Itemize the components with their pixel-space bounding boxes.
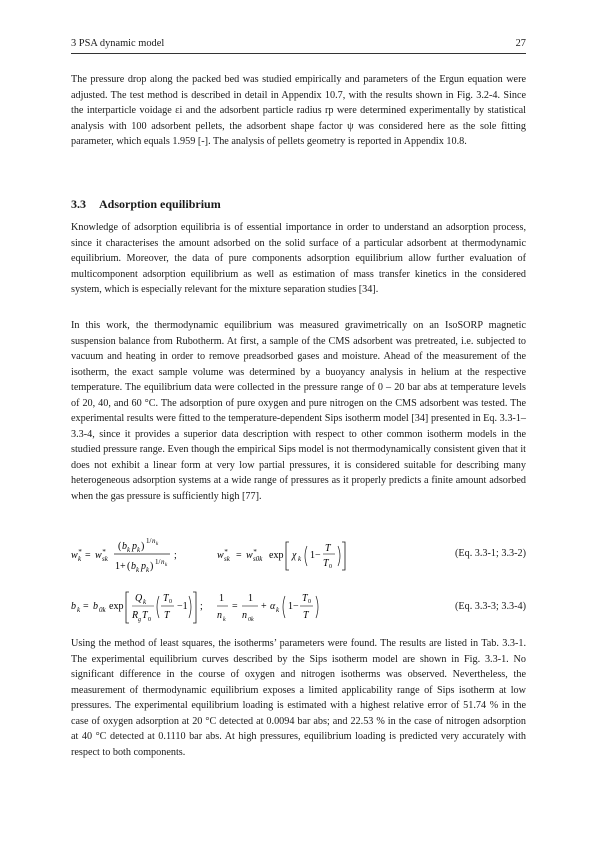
svg-text:1−: 1−: [310, 550, 321, 561]
svg-text:−1: −1: [177, 601, 188, 612]
svg-text:0k: 0k: [99, 606, 106, 614]
svg-text:*: *: [78, 548, 82, 556]
svg-text:1+: 1+: [115, 561, 126, 572]
svg-text:R: R: [132, 610, 139, 621]
svg-text:1/: 1/: [146, 537, 152, 545]
svg-text:T: T: [323, 558, 329, 569]
svg-text:exp: exp: [109, 601, 124, 612]
svg-text:;: ;: [174, 550, 177, 561]
svg-text:n: n: [152, 537, 156, 545]
svg-text:0: 0: [308, 599, 311, 605]
svg-text:=: =: [85, 550, 91, 561]
paragraph-1: Knowledge of adsorption equilibria is of essential importance in order to understand an adsorption process, since it characterises the amount adsorbed on the solid surface of a particular adsorbent at thermodynamic equilibrium. Moreover, the data of pure components adsorption equilibrium allow further evaluation of multicomponent adsorption equilibrium as well as estimation of mass transfer kinetics in the considered system, which is especially relevant for the mixture separation studies [34].: [71, 222, 526, 295]
svg-text:b: b: [122, 541, 127, 552]
svg-text:+: +: [261, 601, 267, 612]
intro-paragraph: The pressure drop along the packed bed was studied empirically and parameters of the Ergun equation were adjusted. The test method is described in detail in Appendix 10.7, with the results shown in Fig. 3.2-4. Since the interparticle voidage εi and the adsorbent particle radius rp were determined experimentally by statistical analysis with 100 adsorbent pellets, the adsorbent shape factor ψ was considered here as the sole fitting parameter, which equals 1.959 [-]. The analysis of pellets geometry is reported in Appendix 10.8.: [71, 74, 526, 147]
svg-text:k: k: [156, 542, 159, 547]
svg-text:k: k: [136, 566, 140, 574]
svg-text:g: g: [138, 617, 141, 623]
equation-sips-isotherm: [71, 534, 451, 580]
svg-text:k: k: [223, 617, 226, 623]
svg-text:k: k: [137, 546, 141, 554]
svg-text:n: n: [242, 610, 247, 621]
svg-text:): ): [141, 541, 145, 552]
svg-text:k: k: [165, 563, 168, 568]
svg-text:(: (: [118, 541, 122, 552]
svg-text:T: T: [303, 610, 309, 621]
svg-text:*: *: [102, 548, 106, 556]
svg-text:0: 0: [169, 599, 172, 605]
svg-text:p: p: [132, 541, 137, 552]
equation-row-2: [71, 585, 526, 631]
svg-text:w: w: [246, 550, 253, 561]
equation-row-1: [71, 534, 526, 580]
svg-text:w: w: [217, 550, 224, 561]
svg-text:0: 0: [329, 564, 332, 570]
svg-text:T: T: [142, 610, 148, 621]
svg-text:s0k: s0k: [253, 555, 263, 563]
svg-text:n: n: [217, 610, 222, 621]
running-header: [71, 38, 526, 49]
svg-text:T: T: [302, 593, 308, 604]
svg-text:k: k: [146, 566, 150, 574]
svg-text:T: T: [325, 543, 331, 554]
svg-text:p: p: [141, 561, 146, 572]
svg-text:k: k: [276, 606, 280, 614]
svg-text:*: *: [253, 548, 257, 556]
paragraph-3: Using the method of least squares, the isotherms’ parameters were found. The results are listed in Tab. 3.3-1. The experimental equilibrium curves described by the Sips isotherm model are shown in Fig. 3.3-1. No significant difference in the course of oxygen and nitrogen isotherms was observed. Nevertheless, the measurement of thermodynamic equilibrium exposes a limited applicability range of Sips isotherm at low pressures. The experimental equilibrium loading is estimated with a highest relative error of 51.74 % in the case of oxygen adsorption at 20 °C detected at 0.0094 bar abs; and 22.53 % in the case of nitrogen adsorption at 40 °C detected at 0.1110 bar abs. At high pressures, equilibrium loading is predicted very accurately with respect to both components.: [71, 638, 526, 758]
svg-text:*: *: [224, 548, 228, 556]
svg-text:k: k: [127, 546, 131, 554]
svg-text:=: =: [83, 601, 89, 612]
svg-text:=: =: [232, 601, 238, 612]
svg-text:w: w: [95, 550, 102, 561]
svg-text:Q: Q: [135, 593, 143, 604]
svg-text:k: k: [298, 555, 302, 563]
section-title: Adsorption equilibrium: [99, 197, 221, 211]
svg-text:b: b: [71, 601, 76, 612]
svg-text:): ): [150, 561, 154, 572]
svg-text:0: 0: [148, 617, 151, 623]
svg-text:n: n: [161, 558, 165, 566]
svg-text:1−: 1−: [288, 601, 299, 612]
svg-text:k: k: [77, 606, 81, 614]
equation-label-2: (Eq. 3.3-3; 3.3-4): [454, 601, 526, 612]
equation-temperature-dependence: [71, 585, 451, 631]
svg-text:1: 1: [248, 593, 253, 604]
svg-text:=: =: [236, 550, 242, 561]
section-heading: [71, 197, 221, 212]
svg-text:1: 1: [219, 593, 224, 604]
svg-text:0k: 0k: [248, 617, 254, 623]
svg-text:k: k: [78, 555, 82, 563]
equation-label-1: (Eq. 3.3-1; 3.3-2): [454, 548, 526, 559]
svg-text:sk: sk: [102, 555, 108, 563]
svg-text:T: T: [164, 610, 170, 621]
chapter-title: 3 PSA dynamic model: [71, 38, 165, 49]
svg-text:1/: 1/: [155, 558, 161, 566]
svg-text:(: (: [127, 561, 131, 572]
svg-text:;: ;: [200, 601, 203, 612]
section-number: 3.3: [71, 197, 86, 211]
svg-text:sk: sk: [224, 555, 230, 563]
svg-text:k: k: [143, 598, 147, 606]
page-number: 27: [515, 38, 526, 49]
paragraph-2: In this work, the thermodynamic equilibrium was measured gravimetrically on an IsoSORP magnetic suspension balance from Rubotherm. At first, a sample of the CMS adsorbent was pretreated, i.e. subjected to vacuum and heating in order to remove preadsorbed gases and moisture. Ahead of the measurement of the isotherm, the exact sample volume was determined by a buoyancy analysis in helium at the respective temperature. The equilibrium data were collected in the pressure range of 0 – 20 bar abs at temperature levels of 20, 40, and 60 °C. The adsorption of pure oxygen and pure nitrogen on the CMS adsorbent was tested. The experimental results were fitted to the temperature-dependent Sips isotherm model [34] presented in Eq. 3.3-1–3.3-4, since it provides a superior data description with respect to other common isotherm models in the studied pressure range. Even though the empirical Sips model is not thermodynamically consistent given that it does not exhibit a linear form at very low partial pressures, it is considered suitable for describing many heterogeneous adsorption systems at a wide range of pressures as it properly predicts a finite amount adsorbed when the gas pressure is sufficiently high [77].: [71, 320, 526, 502]
svg-text:χ: χ: [292, 550, 297, 561]
svg-text:w: w: [71, 550, 78, 561]
svg-text:b: b: [131, 561, 136, 572]
header-rule: [71, 53, 526, 54]
svg-text:b: b: [93, 601, 98, 612]
svg-text:exp: exp: [269, 550, 284, 561]
svg-text:α: α: [270, 601, 276, 612]
svg-text:T: T: [163, 593, 169, 604]
